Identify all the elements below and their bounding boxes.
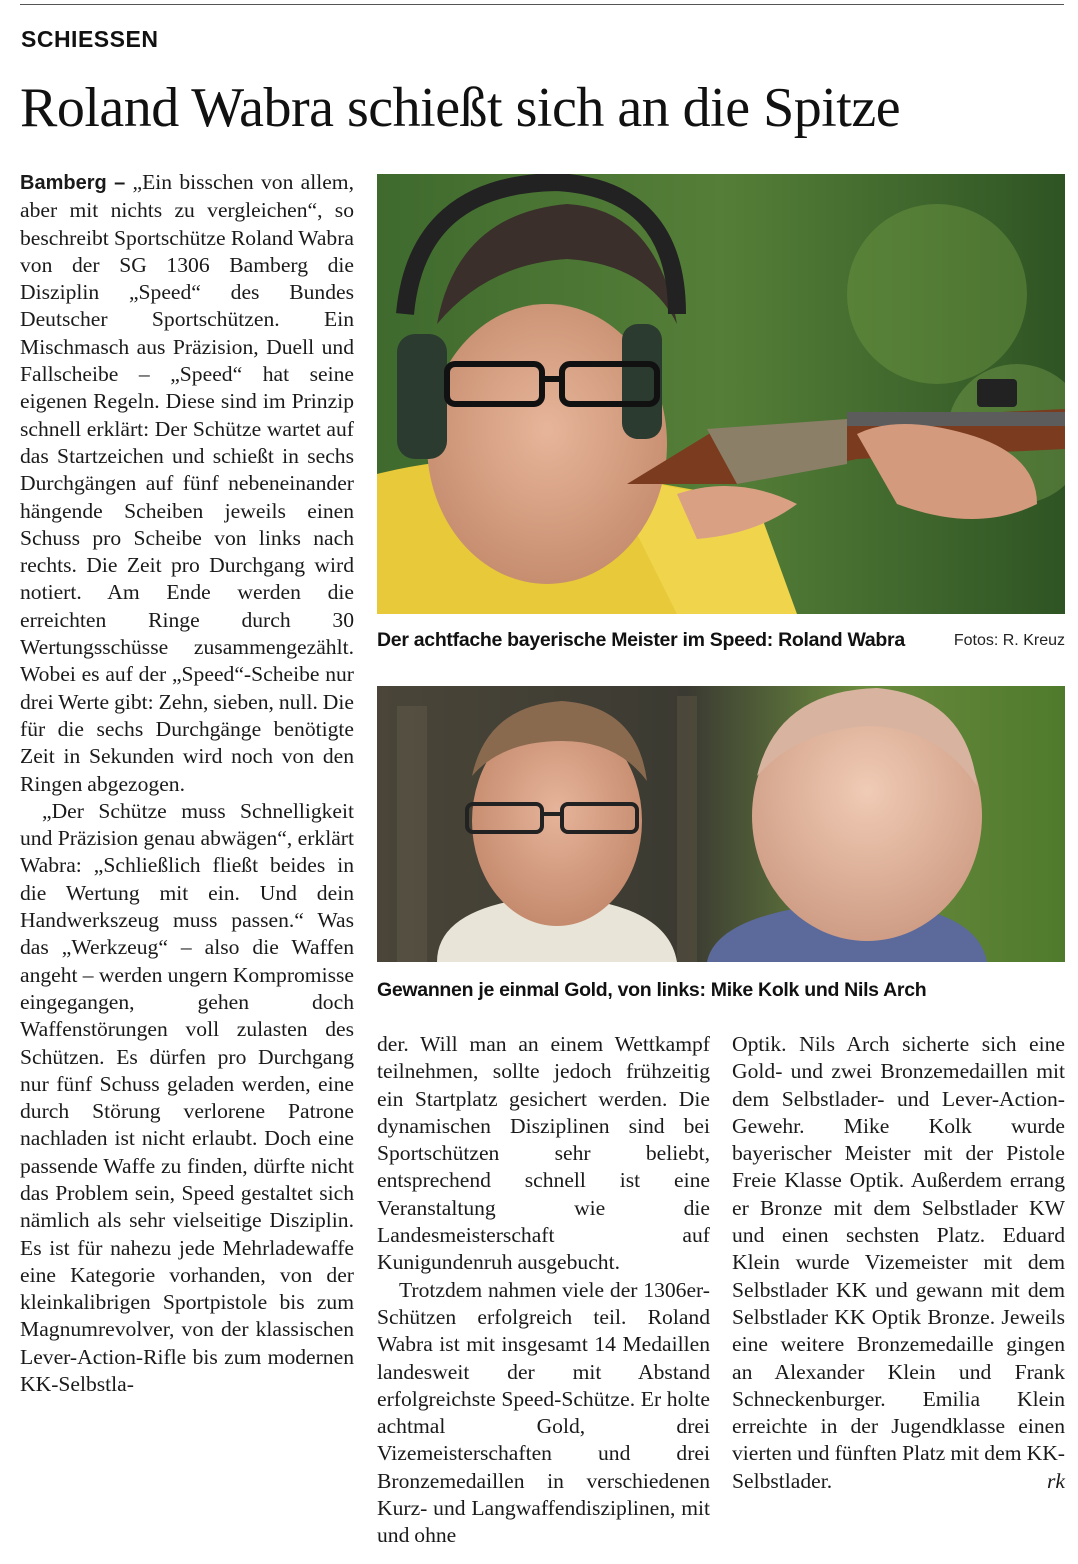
photo-2-image [377, 686, 1065, 962]
paragraph-4: Trotzdem nahmen viele der 1306er-Schützen erfolgreich teil. Roland Wabra ist mit insgesamt 14 Medaillen landesweit der mit Abstand erfolgreichste Speed-Schütze. Er holte achtmal Gold, drei Vizemeisterschaften und drei Bronzemedaillen in verschiedenen Kurz- und Langwaffendisziplinen, mit und ohne [377, 1277, 710, 1548]
photo-shooter-with-rifle [377, 174, 1065, 614]
article-column-1 [20, 169, 354, 1398]
article-headline: Roland Wabra schießt sich an die Spitze [20, 77, 901, 139]
article-column-3 [732, 1031, 1065, 1495]
author-signature: rk [1047, 1468, 1065, 1493]
paragraph-2: „Der Schütze muss Schnelligkeit und Präzision genau abwägen“, erklärt Wabra: „Schließlich fließt beides in die Wertung mit ein. Und dein Handwerkszeug muss passen.“ Was das „Werkzeug“ – also die Waffen angeht – werden ungern Kompromisse eingegangen, gehen doch Waffenstörungen voll zulasten des Schützen. Es dürfen pro Durchgang nur fünf Schuss geladen werden, eine durch Störung verlorene Patrone nachladen ist nicht erlaubt. Doch eine passende Waffe zu finden, dürfte nicht das Problem sein, Speed gestaltet sich nämlich als sehr vielseitige Disziplin. Es ist für nahezu jede Mehrladewaffe eine Kategorie vorhanden, von der kleinkalibrigen Sportpistole bis zum Magnumrevolver, von der klassischen Lever-Action-Rifle bis zum modernen KK-Selbstla- [20, 798, 354, 1397]
photo-2-caption: Gewannen je einmal Gold, von links: Mike Kolk und Nils Arch [377, 979, 927, 1001]
photo-credit: Fotos: R. Kreuz [953, 632, 1065, 649]
paragraph-1 [20, 169, 354, 798]
paragraph-3: der. Will man an einem Wettkampf teilnehmen, sollte jedoch frühzeitig ein Startplatz gesichert werden. Die dynamischen Disziplinen sind bei Sportschützen sehr beliebt, entsprechend schnell ist eine Veranstaltung wie die Landesmeisterschaft auf Kunigundenruh ausgebucht. [377, 1032, 710, 1275]
photo-1-image [377, 174, 1065, 614]
article-column-2 [377, 1031, 710, 1550]
section-kicker: SCHIESSEN [21, 26, 159, 52]
top-rule [20, 4, 1064, 5]
photo-1-caption: Der achtfache bayerische Meister im Speed: Roland Wabra [377, 629, 905, 651]
paragraph-5-text: Optik. Nils Arch sicherte sich eine Gold- und zwei Bronzemedaillen mit dem Selbstlader- und Lever-Action-Gewehr. Mike Kolk wurde bayerischer Meister mit der Pistole Freie Klasse Optik. Außerdem errang er Bronze mit dem Selbstlader KW und einen sechsten Platz. Eduard Klein wurde Vizemeister mit dem Selbstlader KK und gewann mit dem Selbstlader KK Optik Bronze. Jeweils eine weitere Bronzemedaille gingen an Alexander Klein und Frank Schneckenburger. Emilia Klein erreichte in der Jugendklasse einen vierten und fünften Platz mit dem KK-Selbstlader. [732, 1032, 1065, 1493]
paragraph-1-text: „Ein bisschen von allem, aber mit nichts zu vergleichen“, so beschreibt Sportschütze Roland Wabra von der SG 1306 Bamberg die Disziplin „Speed“ des Bundes Deutscher Sportschützen. Ein Mischmasch aus Präzision, Duell und Fallscheibe – „Speed“ hat seine eigenen Regeln. Diese sind im Prinzip schnell erklärt: Der Schütze wartet auf das Startzeichen und schießt in sechs Durchgängen auf fünf nebeneinander hängende Scheiben jeweils einen Schuss pro Scheibe von links nach rechts. Die Zeit pro Durchgang wird notiert. Am Ende werden die erreichten Ringe durch 30 Wertungsschüsse zusammengezählt. Wobei es auf der „Speed“-Scheibe nur drei Werte gibt: Zehn, sieben, null. Die für die sechs Durchgänge benötigte Zeit in Sekunden wird noch von den Ringen abgezogen. [20, 170, 354, 796]
photo-two-shooters [377, 686, 1065, 962]
paragraph-5 [732, 1031, 1065, 1495]
dateline: Bamberg – [20, 172, 126, 194]
